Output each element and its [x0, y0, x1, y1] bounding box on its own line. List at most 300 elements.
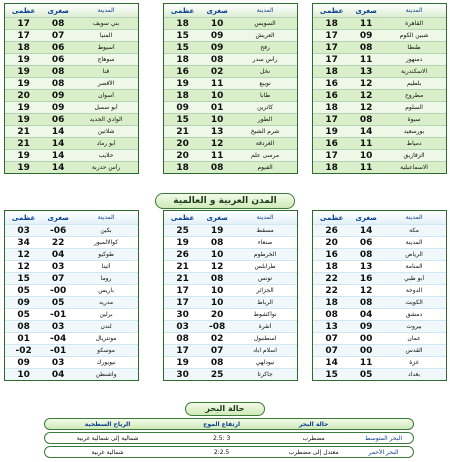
table-row — [313, 248, 446, 260]
temp-max: 19 — [176, 237, 189, 248]
city-name: دمنهور — [405, 56, 423, 63]
temp-min: 08 — [359, 297, 373, 308]
temp-max: 16 — [325, 138, 338, 149]
temp-max: 22 — [325, 285, 338, 296]
temp-min: 08 — [210, 162, 224, 173]
table-row — [164, 89, 297, 101]
table-row — [164, 53, 297, 65]
temp-max: 14 — [325, 357, 338, 368]
city-name: شرم الشيخ — [250, 128, 280, 135]
sea-state-table — [44, 418, 414, 460]
egypt-table-1 — [312, 3, 447, 174]
temp-min: 11 — [359, 54, 373, 65]
city-name: الوادي الجديد — [89, 116, 123, 123]
table-row — [164, 41, 297, 53]
temp-max: 19 — [17, 78, 30, 89]
temp-max: 18 — [176, 18, 189, 29]
temp-min: 12 — [359, 102, 373, 113]
temp-max: 20 — [325, 237, 338, 248]
temp-max: 19 — [17, 162, 30, 173]
city-name: الطور — [257, 116, 273, 123]
table-row — [313, 77, 446, 89]
table-row — [313, 17, 446, 29]
city-name: الجزائر — [256, 287, 274, 294]
temp-max: 18 — [325, 297, 338, 308]
temp-max: 15 — [17, 273, 30, 284]
city-name: سوهاج — [97, 56, 115, 63]
table-row — [5, 260, 138, 272]
temp-max: 20 — [176, 138, 189, 149]
temp-min: 03 — [51, 321, 65, 332]
temp-max: 26 — [176, 249, 189, 260]
temp-min: 09 — [210, 42, 224, 53]
city-name: مدريد — [99, 299, 114, 306]
table-row — [164, 224, 297, 236]
temp-min: 08 — [51, 18, 65, 29]
city-name: الاسكندرية — [400, 68, 428, 75]
city-name: نيويورك — [96, 359, 116, 366]
table-row — [313, 284, 446, 296]
temp-max: 17 — [17, 18, 30, 29]
table-row — [5, 101, 138, 113]
table-row — [164, 332, 297, 344]
temp-max: 22 — [325, 273, 338, 284]
city-name: الفيوم — [257, 164, 273, 171]
city-name: المنيا — [99, 32, 113, 39]
header-city: المدينة — [256, 7, 274, 14]
city-name: برلين — [99, 311, 113, 318]
city-name: سيوة — [407, 116, 421, 123]
table-row — [313, 161, 446, 173]
temp-max: 21 — [176, 273, 189, 284]
temp-max: 21 — [176, 261, 189, 272]
temp-max: 08 — [325, 309, 338, 320]
city-name: بيروت — [406, 323, 422, 330]
city-name: واشنطن — [95, 371, 117, 378]
sea-state: معتدل إلى مضطرب — [288, 448, 339, 456]
temp-min: 12 — [359, 90, 373, 101]
table-row — [5, 320, 138, 332]
table-row — [164, 296, 297, 308]
sea-wave: 2.5: 3 — [212, 434, 231, 442]
table-row — [164, 320, 297, 332]
table-row — [164, 248, 297, 260]
temp-min: 02 — [210, 66, 224, 77]
sea-name: البحر الأحمر — [368, 448, 399, 456]
city-name: اسطنبول — [253, 335, 277, 342]
table-row — [5, 137, 138, 149]
table-row — [313, 65, 446, 77]
table-row — [164, 260, 297, 272]
city-name: اسلام آباد — [253, 347, 277, 354]
temp-min: 10 — [210, 114, 224, 125]
temp-max: 17 — [325, 42, 338, 53]
temp-min: 14 — [359, 126, 373, 137]
table-row — [313, 53, 446, 65]
temp-min: 05 — [51, 297, 65, 308]
temp-max: 17 — [176, 345, 189, 356]
table-row — [313, 320, 446, 332]
temp-min: 07 — [210, 345, 224, 356]
city-name: طرابلس — [254, 263, 276, 270]
sea-wave: 2:2.5 — [213, 448, 230, 456]
city-name: بلطيم — [406, 80, 422, 87]
table-row — [5, 65, 138, 77]
city-name: بكين — [100, 227, 112, 234]
temp-min: 11 — [359, 138, 373, 149]
temp-max: 18 — [325, 162, 338, 173]
temp-max: 12 — [17, 249, 30, 260]
sea-row-red-sea — [44, 446, 414, 458]
temp-min: 06 — [51, 42, 65, 53]
temp-max: 09 — [17, 357, 30, 368]
city-name: أثينا — [101, 263, 111, 270]
temp-max: 21 — [176, 126, 189, 137]
table-row — [313, 260, 446, 272]
temp-min: 22 — [51, 237, 65, 248]
city-name: نواكشوط — [253, 311, 277, 318]
temp-min: 03 — [51, 261, 65, 272]
temp-max: 26 — [325, 225, 338, 236]
table-row — [164, 344, 297, 356]
temp-min: 13 — [210, 126, 224, 137]
temp-max: 18 — [325, 18, 338, 29]
header-big: عظمى — [170, 6, 195, 15]
city-name: نيودلهي — [255, 359, 275, 366]
temp-min: 07 — [51, 30, 65, 41]
temp-min: 12 — [359, 285, 373, 296]
city-name: شلاتين — [97, 128, 115, 135]
city-name: العريش — [255, 32, 275, 39]
temp-max: 17 — [17, 30, 30, 41]
temp-min: 14 — [51, 126, 65, 137]
city-name: الدوحة — [405, 287, 423, 294]
city-name: أبو رماد — [96, 140, 116, 147]
world-table-3 — [4, 210, 139, 381]
table-header — [313, 211, 446, 224]
header-small: صغرى — [47, 6, 69, 15]
temp-min: 08 — [51, 66, 65, 77]
world-cities-tables — [0, 210, 450, 406]
temp-max: 07 — [325, 345, 338, 356]
city-name: كوالالمبور — [93, 239, 119, 246]
temp-min: 11 — [359, 18, 373, 29]
temp-min: 25 — [210, 369, 224, 380]
table-row — [5, 332, 138, 344]
header-small: صغرى — [206, 213, 228, 222]
table-row — [5, 296, 138, 308]
table-row — [313, 113, 446, 125]
arab-world-banner: المدن العربية و العالمية — [155, 193, 295, 209]
table-row — [164, 272, 297, 284]
city-name: رفح — [260, 44, 270, 51]
table-row — [313, 356, 446, 368]
temp-max: 15 — [325, 369, 338, 380]
city-name: أسوان — [98, 92, 114, 99]
temp-max: 18 — [325, 102, 338, 113]
header-big: عظمى — [319, 213, 344, 222]
city-name: مكة — [409, 227, 419, 234]
sea-header-wind: الرياح السطحية — [84, 420, 131, 428]
sea-state: مضطرب — [302, 434, 325, 442]
temp-max: 12 — [17, 261, 30, 272]
temp-min: 10 — [359, 150, 373, 161]
temp-min: -00 — [50, 285, 67, 296]
table-row — [5, 77, 138, 89]
temp-max: 19 — [17, 102, 30, 113]
temp-min: -06 — [50, 225, 67, 236]
table-row — [5, 41, 138, 53]
city-name: السلوم — [405, 104, 423, 111]
city-name: دمشق — [405, 311, 423, 318]
egypt-table-3 — [4, 3, 139, 174]
header-small: صغرى — [206, 6, 228, 15]
temp-min: 00 — [359, 333, 373, 344]
temp-min: -01 — [50, 309, 67, 320]
table-row — [5, 89, 138, 101]
temp-max: 18 — [176, 162, 189, 173]
city-name: طوكيو — [98, 251, 114, 258]
world-table-1 — [312, 210, 447, 381]
city-name: بغداد — [408, 371, 421, 378]
temp-min: 09 — [359, 321, 373, 332]
table-row — [5, 125, 138, 137]
table-row — [164, 368, 297, 380]
table-row — [164, 29, 297, 41]
table-row — [164, 101, 297, 113]
temp-max: 08 — [176, 333, 189, 344]
temp-min: 10 — [210, 297, 224, 308]
temp-min: 14 — [359, 225, 373, 236]
city-name: تونس — [258, 275, 273, 282]
temp-min: 20 — [210, 309, 224, 320]
city-name: كاترين — [257, 104, 273, 111]
temp-max: 19 — [176, 357, 189, 368]
temp-min: 08 — [359, 249, 373, 260]
temp-min: 11 — [210, 150, 224, 161]
temp-max: 16 — [176, 66, 189, 77]
header-big: عظمى — [319, 6, 344, 15]
city-name: طنطا — [407, 44, 421, 51]
header-small: صغرى — [355, 6, 377, 15]
city-name: عمان — [407, 335, 421, 342]
city-name: أسيوط — [97, 44, 115, 51]
temp-max: 03 — [17, 225, 30, 236]
temp-max: 13 — [325, 321, 338, 332]
table-row — [164, 17, 297, 29]
table-row — [5, 236, 138, 248]
sea-row-mediterranean — [44, 432, 414, 444]
city-name: طابا — [260, 92, 271, 99]
temp-min: -04 — [50, 333, 67, 344]
city-name: نخل — [260, 68, 271, 75]
temp-max: 20 — [17, 90, 30, 101]
header-small: صغرى — [355, 213, 377, 222]
header-city: المدينة — [405, 7, 423, 14]
table-row — [5, 272, 138, 284]
table-row — [164, 113, 297, 125]
table-row — [313, 236, 446, 248]
header-big: عظمى — [11, 213, 36, 222]
table-row — [313, 344, 446, 356]
city-name: غزة — [409, 359, 419, 366]
temp-min: 10 — [210, 90, 224, 101]
temp-max: 19 — [325, 126, 338, 137]
city-name: المدينة — [405, 239, 423, 246]
city-name: موسكو — [97, 347, 115, 354]
city-name: أبو سمبل — [94, 104, 118, 111]
temp-min: 11 — [359, 162, 373, 173]
city-name: الكويت — [405, 299, 423, 306]
table-row — [313, 29, 446, 41]
city-name: دمياط — [406, 140, 422, 147]
temp-min: 11 — [359, 357, 373, 368]
temp-min: -08 — [209, 321, 226, 332]
temp-min: 09 — [51, 90, 65, 101]
temp-max: 30 — [176, 369, 189, 380]
city-name: القاهرة — [405, 20, 424, 27]
temp-min: 10 — [210, 249, 224, 260]
temp-max: 17 — [325, 150, 338, 161]
table-header — [5, 211, 138, 224]
temp-min: 08 — [359, 114, 373, 125]
table-row — [313, 296, 446, 308]
table-header — [164, 4, 297, 17]
temp-min: 12 — [210, 261, 224, 272]
city-name: حلايب — [98, 152, 114, 159]
table-row — [164, 161, 297, 173]
temp-max: 16 — [325, 78, 338, 89]
temp-min: 00 — [359, 345, 373, 356]
table-row — [164, 137, 297, 149]
table-row — [313, 137, 446, 149]
temp-min: 06 — [359, 237, 373, 248]
temp-max: 01 — [17, 333, 30, 344]
temp-max: 25 — [176, 225, 189, 236]
city-name: مونتريال — [95, 335, 117, 342]
city-name: مسقط — [256, 227, 274, 234]
city-name: روما — [100, 275, 112, 282]
temp-max: 19 — [176, 78, 189, 89]
temp-min: 08 — [210, 357, 224, 368]
temp-min: 14 — [51, 162, 65, 173]
table-row — [313, 101, 446, 113]
temp-max: 17 — [325, 30, 338, 41]
temp-max: 18 — [325, 66, 338, 77]
temp-min: 14 — [51, 138, 65, 149]
city-name: بني سويف — [92, 20, 120, 27]
city-name: رأس حدربة — [91, 164, 121, 171]
table-row — [313, 272, 446, 284]
table-header — [5, 4, 138, 17]
table-row — [5, 308, 138, 320]
table-row — [5, 224, 138, 236]
temp-max: 09 — [176, 102, 189, 113]
table-row — [164, 308, 297, 320]
temp-max: 15 — [176, 114, 189, 125]
temp-min: 06 — [51, 54, 65, 65]
temp-max: 15 — [176, 42, 189, 53]
temp-max: 09 — [17, 297, 30, 308]
table-row — [5, 284, 138, 296]
table-row — [5, 344, 138, 356]
egypt-cities-tables — [0, 0, 450, 192]
egypt-table-2 — [163, 3, 298, 174]
temp-max: 05 — [17, 309, 30, 320]
city-name: مرسى علم — [251, 152, 280, 159]
temp-min: 09 — [359, 30, 373, 41]
temp-min: 08 — [210, 54, 224, 65]
sea-header-state: حالة البحر — [298, 420, 329, 428]
temp-max: 18 — [325, 261, 338, 272]
temp-max: 16 — [325, 249, 338, 260]
sea-wind: شمالية إلى شمالية غربية — [76, 434, 139, 442]
temp-min: 12 — [210, 138, 224, 149]
city-name: باريس — [98, 287, 114, 294]
temp-max: 18 — [176, 54, 189, 65]
table-row — [313, 332, 446, 344]
table-header — [164, 211, 297, 224]
table-row — [164, 77, 297, 89]
sea-wind: شمالية غربية — [91, 448, 124, 456]
sea-header-row — [44, 418, 414, 430]
temp-min: 14 — [51, 150, 65, 161]
temp-max: 20 — [176, 150, 189, 161]
header-big: عظمى — [11, 6, 36, 15]
temp-max: 21 — [17, 138, 30, 149]
table-row — [313, 125, 446, 137]
temp-min: 03 — [51, 357, 65, 368]
temp-max: 19 — [17, 114, 30, 125]
city-name: الزقازيق — [403, 152, 425, 159]
header-city: المدينة — [405, 214, 423, 221]
temp-max: 15 — [176, 30, 189, 41]
temp-min: 04 — [51, 249, 65, 260]
sea-name: البحر المتوسط — [365, 434, 403, 442]
header-big: عظمى — [170, 213, 195, 222]
city-name: أنقرة — [258, 323, 272, 330]
temp-min: 05 — [359, 369, 373, 380]
table-row — [164, 356, 297, 368]
table-row — [313, 224, 446, 236]
temp-min: 16 — [359, 273, 373, 284]
city-name: لندن — [100, 323, 112, 330]
temp-min: 04 — [359, 309, 373, 320]
temp-max: 07 — [325, 333, 338, 344]
table-row — [5, 368, 138, 380]
temp-min: 02 — [210, 333, 224, 344]
city-name: شبين الكوم — [399, 32, 429, 39]
table-row — [5, 356, 138, 368]
city-name: الرباط — [257, 299, 273, 306]
table-row — [313, 149, 446, 161]
temp-max: 19 — [17, 66, 30, 77]
temp-max: 18 — [176, 90, 189, 101]
temp-max: 17 — [176, 285, 189, 296]
city-name: السويس — [254, 20, 276, 27]
temp-max: 08 — [17, 321, 30, 332]
temp-min: 11 — [210, 78, 224, 89]
city-name: جاكرتا — [257, 371, 273, 378]
table-row — [164, 149, 297, 161]
temp-max: 17 — [325, 54, 338, 65]
table-row — [5, 29, 138, 41]
temp-min: 07 — [51, 273, 65, 284]
city-name: أبو ظبي — [404, 275, 425, 282]
temp-min: 10 — [210, 285, 224, 296]
temp-min: 10 — [210, 18, 224, 29]
temp-max: 16 — [325, 90, 338, 101]
